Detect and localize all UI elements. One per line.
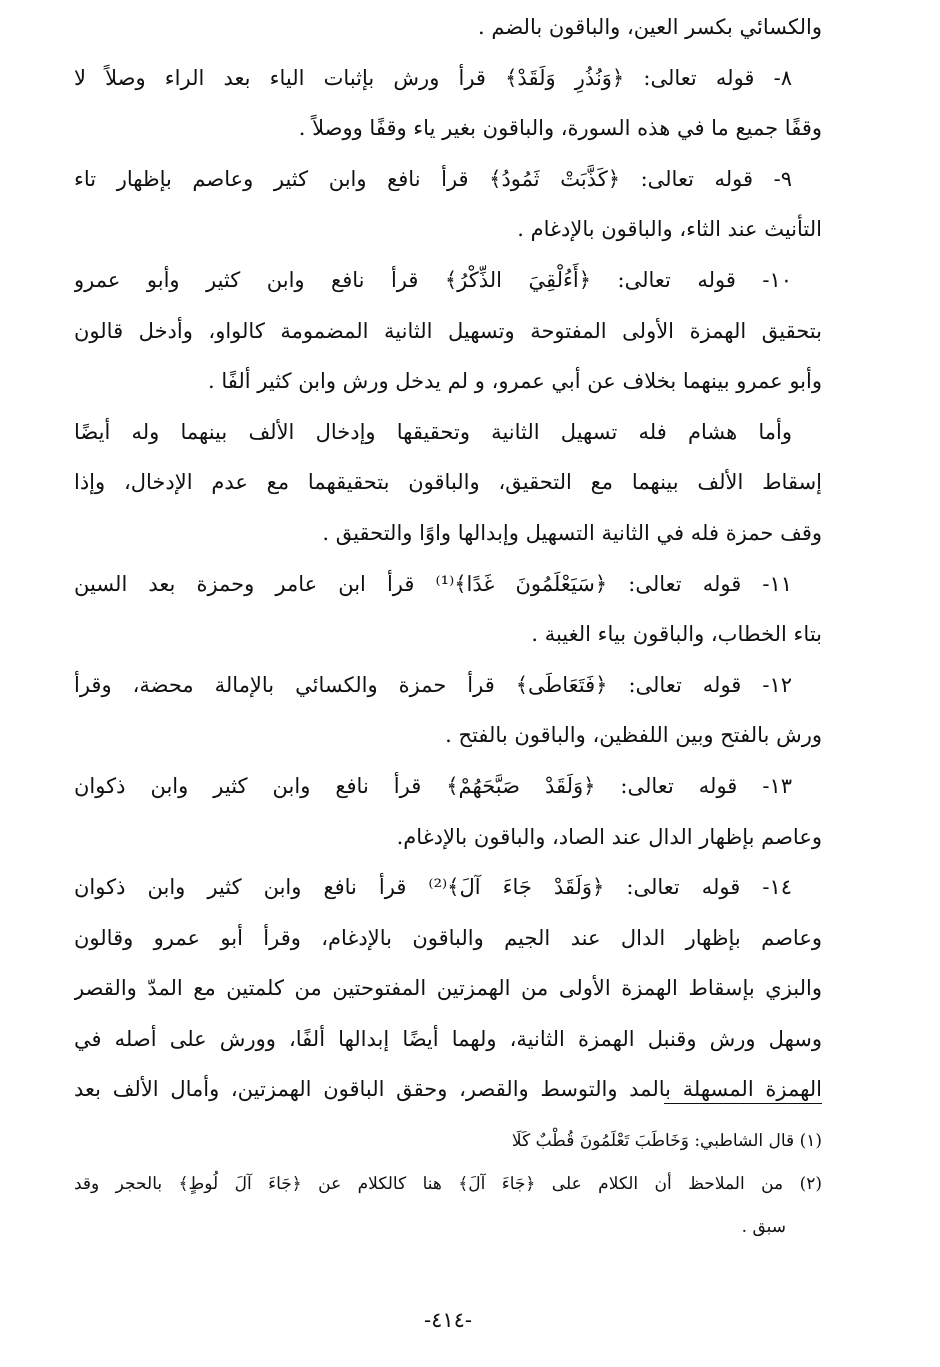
footnote-separator bbox=[664, 1103, 822, 1104]
page bbox=[74, 0, 822, 1367]
text-line: وعاصم بإظهار الدال عند الصاد، والباقون بالإدغام. bbox=[396, 824, 822, 849]
text-line: ١٢- قوله تعالى: ﴿فَتَعَاطَى﴾ قرأ حمزة والكسائي بالإمالة محضة، وقرأ bbox=[74, 672, 792, 697]
text-line: وقف حمزة فله في الثانية التسهيل وإبدالها واوًا والتحقيق . bbox=[322, 520, 822, 545]
footnotes bbox=[74, 1120, 822, 1249]
body-text bbox=[74, 2, 822, 1115]
text-line: وسهل ورش وقنبل الهمزة الثانية، ولهما أيضًا إبدالها ألفًا، وورش على أصله في bbox=[74, 1026, 822, 1051]
text-line: ١٠- قوله تعالى: ﴿أَءُلْقِيَ الذِّكْرُ﴾ قرأ نافع وابن كثير وأبو عمرو bbox=[74, 267, 792, 292]
text-line: ١٣- قوله تعالى: ﴿وَلَقَدْ صَبَّحَهُمْ﴾ قرأ نافع وابن كثير وابن ذكوان bbox=[74, 773, 792, 798]
footnote-line: سبق . bbox=[741, 1217, 786, 1237]
text-line: وأما هشام فله تسهيل الثانية وتحقيقها وإدخال الألف بينهما وله أيضًا bbox=[74, 419, 792, 444]
page-number: -٤١٤- bbox=[423, 1308, 473, 1332]
footnote-line: (٢) من الملاحظ أن الكلام على ﴿جَاءَ آلَ﴾ هنا كالكلام عن ﴿جَاءَ آلَ لُوطٍ﴾ بالحجر وقد bbox=[74, 1174, 822, 1194]
text-line: ٩- قوله تعالى: ﴿كَذَّبَتْ ثَمُودُ﴾ قرأ نافع وابن كثير وعاصم بإظهار تاء bbox=[74, 166, 792, 191]
text-line: إسقاط الألف بينهما مع التحقيق، والباقون بتحقيقهما مع عدم الإدخال، وإذا bbox=[74, 470, 822, 495]
text-line: الهمزة المسهلة بالمد والتوسط والقصر، وحقق الباقون الهمزتين، وأمال الألف بعد bbox=[74, 1077, 822, 1102]
text-line: ١١- قوله تعالى: ﴿سَيَعْلَمُونَ غَدًا﴾⁽¹⁾ قرأ ابن عامر وحمزة بعد السين bbox=[74, 571, 792, 596]
footnote-line: (١) قال الشاطبي: وَخَاطَبَ تَعْلَمُونَ قُطْبٌ كَلَا bbox=[511, 1131, 822, 1151]
text-line: والكسائي بكسر العين، والباقون بالضم . bbox=[478, 15, 822, 39]
text-line: ١٤- قوله تعالى: ﴿وَلَقَدْ جَاءَ آلَ﴾⁽²⁾ قرأ نافع وابن كثير وابن ذكوان bbox=[74, 875, 792, 900]
text-line: بتحقيق الهمزة الأولى المفتوحة وتسهيل الثانية المضمومة كالواو، وأدخل قالون bbox=[74, 318, 822, 343]
text-line: ٨- قوله تعالى: ﴿وَنُذُرِ وَلَقَدْ﴾ قرأ ورش بإثبات الياء بعد الراء وصلاً لا bbox=[74, 65, 792, 90]
text-line: التأنيث عند الثاء، والباقون بالإدغام . bbox=[517, 217, 822, 242]
text-line: وعاصم بإظهار الدال عند الجيم والباقون بالإدغام، وقرأ أبو عمرو وقالون bbox=[74, 925, 822, 950]
text-line: وقفًا جميع ما في هذه السورة، والباقون بغير ياء وقفًا ووصلاً . bbox=[298, 116, 822, 141]
text-line: ورش بالفتح وبين اللفظين، والباقون بالفتح . bbox=[445, 723, 822, 748]
text-line: والبزي بإسقاط الهمزة الأولى من الهمزتين المفتوحتين من كلمتين مع المدّ والقصر bbox=[74, 976, 822, 1001]
text-line: بتاء الخطاب، والباقون بياء الغيبة . bbox=[531, 622, 822, 647]
text-line: وأبو عمرو بينهما بخلاف عن أبي عمرو، و لم يدخل ورش وابن كثير ألفًا . bbox=[207, 369, 822, 394]
